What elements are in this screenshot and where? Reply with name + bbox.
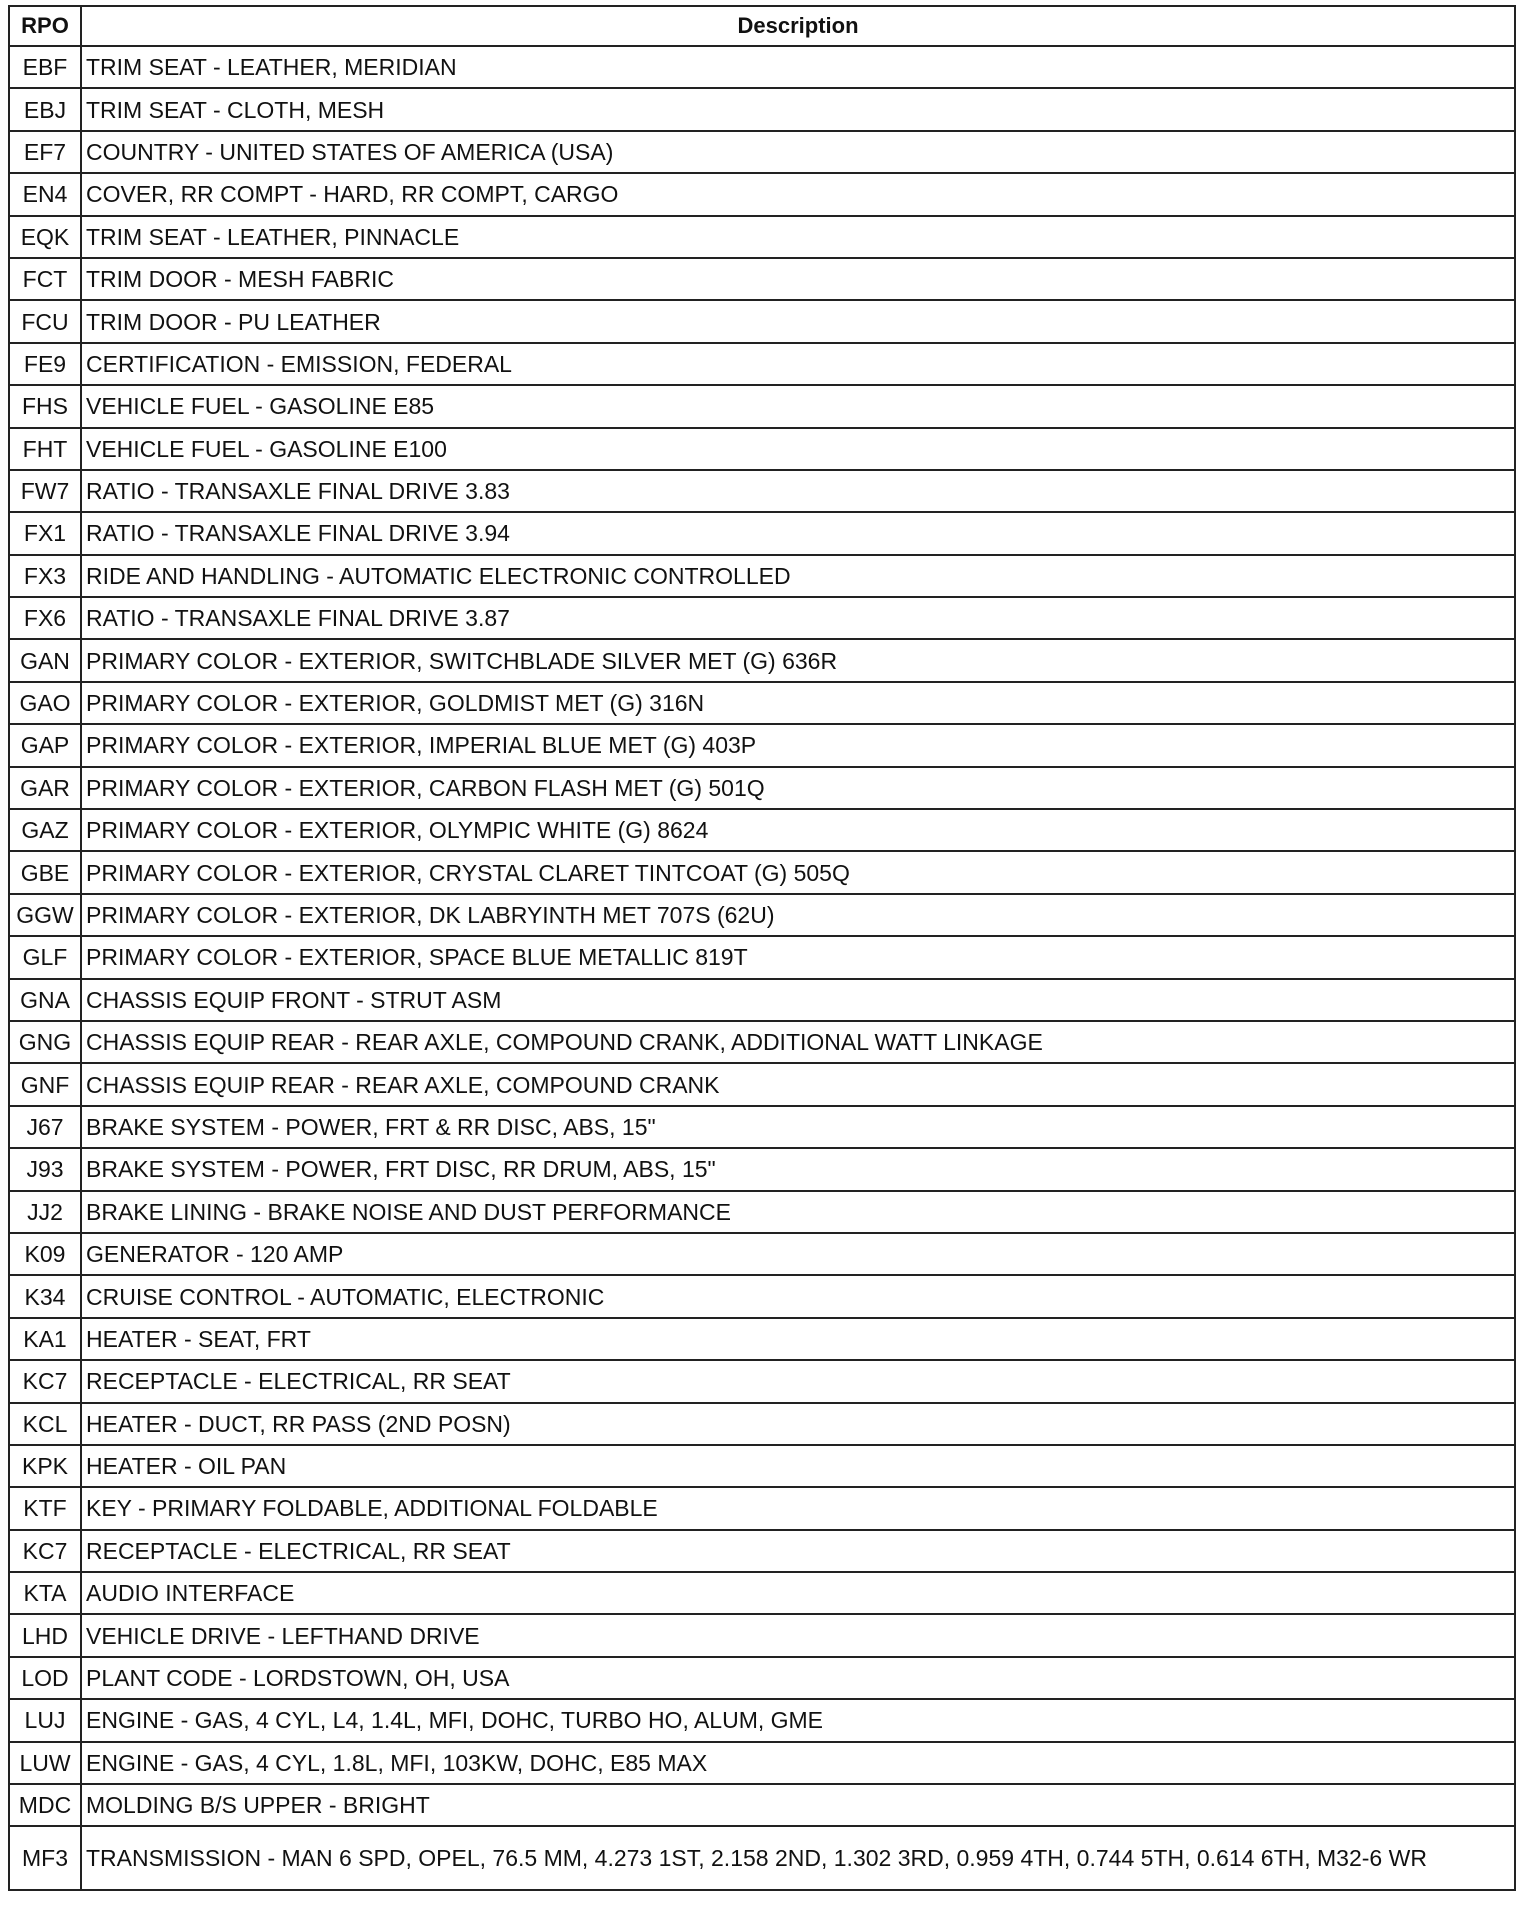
table-row [9, 1021, 1515, 1063]
rpo-code-cell: KC7 [9, 1360, 81, 1402]
description-cell: ENGINE - GAS, 4 CYL, L4, 1.4L, MFI, DOHC, TURBO HO, ALUM, GME [81, 1699, 1515, 1741]
table-row [9, 894, 1515, 936]
description-cell: COUNTRY - UNITED STATES OF AMERICA (USA) [81, 131, 1515, 173]
table-row [9, 1063, 1515, 1105]
table-row [9, 258, 1515, 300]
table-row [9, 936, 1515, 978]
description-cell: RATIO - TRANSAXLE FINAL DRIVE 3.83 [81, 470, 1515, 512]
rpo-code-cell: GAZ [9, 809, 81, 851]
rpo-code-cell: GAR [9, 767, 81, 809]
description-cell: CRUISE CONTROL - AUTOMATIC, ELECTRONIC [81, 1275, 1515, 1317]
table-row [9, 555, 1515, 597]
description-cell: PRIMARY COLOR - EXTERIOR, CARBON FLASH MET (G) 501Q [81, 767, 1515, 809]
table-row [9, 470, 1515, 512]
rpo-code-cell: GNA [9, 979, 81, 1021]
description-cell: CHASSIS EQUIP FRONT - STRUT ASM [81, 979, 1515, 1021]
rpo-code-cell: GAO [9, 682, 81, 724]
table-row [9, 1275, 1515, 1317]
description-cell: PRIMARY COLOR - EXTERIOR, OLYMPIC WHITE (G) 8624 [81, 809, 1515, 851]
description-cell: VEHICLE FUEL - GASOLINE E100 [81, 428, 1515, 470]
table-row [9, 1826, 1515, 1890]
rpo-code-cell: FX1 [9, 512, 81, 554]
rpo-code-cell: FW7 [9, 470, 81, 512]
description-cell: RATIO - TRANSAXLE FINAL DRIVE 3.94 [81, 512, 1515, 554]
table-row [9, 1403, 1515, 1445]
description-cell: BRAKE SYSTEM - POWER, FRT & RR DISC, ABS, 15" [81, 1106, 1515, 1148]
description-cell: CHASSIS EQUIP REAR - REAR AXLE, COMPOUND CRANK, ADDITIONAL WATT LINKAGE [81, 1021, 1515, 1063]
rpo-code-cell: FX3 [9, 555, 81, 597]
table-row [9, 1572, 1515, 1614]
table-row [9, 1530, 1515, 1572]
rpo-code-cell: LOD [9, 1657, 81, 1699]
rpo-code-cell: K34 [9, 1275, 81, 1317]
table-row [9, 851, 1515, 893]
rpo-code-cell: EBF [9, 46, 81, 88]
table-row [9, 173, 1515, 215]
description-cell: TRIM SEAT - LEATHER, MERIDIAN [81, 46, 1515, 88]
table-row [9, 809, 1515, 851]
description-cell: TRIM DOOR - MESH FABRIC [81, 258, 1515, 300]
rpo-code-cell: KCL [9, 1403, 81, 1445]
table-row [9, 1742, 1515, 1784]
description-column-header: Description [81, 6, 1515, 46]
rpo-code-cell: FX6 [9, 597, 81, 639]
rpo-code-cell: KTF [9, 1487, 81, 1529]
description-cell: TRANSMISSION - MAN 6 SPD, OPEL, 76.5 MM, 4.273 1ST, 2.158 2ND, 1.302 3RD, 0.959 4TH, 0.744 5TH, 0.614 6TH, M32-6 WR [81, 1826, 1515, 1890]
rpo-code-cell: GBE [9, 851, 81, 893]
description-cell: PRIMARY COLOR - EXTERIOR, SPACE BLUE METALLIC 819T [81, 936, 1515, 978]
description-cell: CHASSIS EQUIP REAR - REAR AXLE, COMPOUND CRANK [81, 1063, 1515, 1105]
table-body [9, 46, 1515, 1890]
description-cell: RIDE AND HANDLING - AUTOMATIC ELECTRONIC CONTROLLED [81, 555, 1515, 597]
description-cell: CERTIFICATION - EMISSION, FEDERAL [81, 343, 1515, 385]
rpo-code-cell: KPK [9, 1445, 81, 1487]
description-cell: RATIO - TRANSAXLE FINAL DRIVE 3.87 [81, 597, 1515, 639]
description-cell: HEATER - SEAT, FRT [81, 1318, 1515, 1360]
description-cell: MOLDING B/S UPPER - BRIGHT [81, 1784, 1515, 1826]
rpo-code-cell: EN4 [9, 173, 81, 215]
table-row [9, 1487, 1515, 1529]
rpo-code-cell: K09 [9, 1233, 81, 1275]
table-row [9, 1784, 1515, 1826]
rpo-column-header: RPO [9, 6, 81, 46]
rpo-code-cell: J93 [9, 1148, 81, 1190]
description-cell: AUDIO INTERFACE [81, 1572, 1515, 1614]
description-cell: PRIMARY COLOR - EXTERIOR, IMPERIAL BLUE MET (G) 403P [81, 724, 1515, 766]
table-row [9, 682, 1515, 724]
description-cell: RECEPTACLE - ELECTRICAL, RR SEAT [81, 1360, 1515, 1402]
table-row [9, 724, 1515, 766]
description-cell: VEHICLE FUEL - GASOLINE E85 [81, 385, 1515, 427]
description-cell: PRIMARY COLOR - EXTERIOR, GOLDMIST MET (G) 316N [81, 682, 1515, 724]
table-row [9, 216, 1515, 258]
table-row [9, 979, 1515, 1021]
rpo-code-cell: LUJ [9, 1699, 81, 1741]
description-cell: RECEPTACLE - ELECTRICAL, RR SEAT [81, 1530, 1515, 1572]
table-row [9, 1699, 1515, 1741]
rpo-code-cell: GAN [9, 639, 81, 681]
description-cell: VEHICLE DRIVE - LEFTHAND DRIVE [81, 1614, 1515, 1656]
rpo-code-cell: GAP [9, 724, 81, 766]
description-cell: KEY - PRIMARY FOLDABLE, ADDITIONAL FOLDABLE [81, 1487, 1515, 1529]
description-cell: TRIM DOOR - PU LEATHER [81, 300, 1515, 342]
description-cell: PLANT CODE - LORDSTOWN, OH, USA [81, 1657, 1515, 1699]
description-cell: GENERATOR - 120 AMP [81, 1233, 1515, 1275]
description-cell: TRIM SEAT - LEATHER, PINNACLE [81, 216, 1515, 258]
rpo-code-cell: GNG [9, 1021, 81, 1063]
table-row [9, 1106, 1515, 1148]
rpo-code-cell: EF7 [9, 131, 81, 173]
rpo-code-cell: KC7 [9, 1530, 81, 1572]
table-row [9, 1445, 1515, 1487]
description-cell: ENGINE - GAS, 4 CYL, 1.8L, MFI, 103KW, DOHC, E85 MAX [81, 1742, 1515, 1784]
description-cell: PRIMARY COLOR - EXTERIOR, CRYSTAL CLARET TINTCOAT (G) 505Q [81, 851, 1515, 893]
table-row [9, 88, 1515, 130]
table-row [9, 1614, 1515, 1656]
rpo-description-table [8, 5, 1516, 1891]
rpo-code-cell: FCT [9, 258, 81, 300]
table-row [9, 597, 1515, 639]
rpo-code-cell: EBJ [9, 88, 81, 130]
description-cell: PRIMARY COLOR - EXTERIOR, SWITCHBLADE SILVER MET (G) 636R [81, 639, 1515, 681]
rpo-code-cell: GNF [9, 1063, 81, 1105]
table-row [9, 767, 1515, 809]
table-row [9, 1233, 1515, 1275]
rpo-code-cell: JJ2 [9, 1191, 81, 1233]
rpo-code-cell: J67 [9, 1106, 81, 1148]
rpo-code-cell: LUW [9, 1742, 81, 1784]
rpo-code-cell: KA1 [9, 1318, 81, 1360]
table-row [9, 512, 1515, 554]
rpo-code-cell: EQK [9, 216, 81, 258]
table-row [9, 1191, 1515, 1233]
table-row [9, 639, 1515, 681]
rpo-code-cell: KTA [9, 1572, 81, 1614]
rpo-code-cell: FHS [9, 385, 81, 427]
description-cell: HEATER - DUCT, RR PASS (2ND POSN) [81, 1403, 1515, 1445]
rpo-code-cell: MDC [9, 1784, 81, 1826]
description-cell: TRIM SEAT - CLOTH, MESH [81, 88, 1515, 130]
table-row [9, 1360, 1515, 1402]
description-cell: BRAKE SYSTEM - POWER, FRT DISC, RR DRUM, ABS, 15" [81, 1148, 1515, 1190]
rpo-code-cell: MF3 [9, 1826, 81, 1890]
rpo-code-cell: FHT [9, 428, 81, 470]
table-row [9, 1318, 1515, 1360]
description-cell: HEATER - OIL PAN [81, 1445, 1515, 1487]
rpo-code-cell: FCU [9, 300, 81, 342]
table-row [9, 300, 1515, 342]
table-row [9, 46, 1515, 88]
rpo-code-cell: LHD [9, 1614, 81, 1656]
rpo-code-cell: FE9 [9, 343, 81, 385]
rpo-code-cell: GGW [9, 894, 81, 936]
table-row [9, 131, 1515, 173]
header-row [9, 6, 1515, 46]
description-cell: COVER, RR COMPT - HARD, RR COMPT, CARGO [81, 173, 1515, 215]
description-cell: PRIMARY COLOR - EXTERIOR, DK LABRYINTH MET 707S (62U) [81, 894, 1515, 936]
description-cell: BRAKE LINING - BRAKE NOISE AND DUST PERFORMANCE [81, 1191, 1515, 1233]
table-row [9, 1657, 1515, 1699]
table-row [9, 343, 1515, 385]
table-row [9, 428, 1515, 470]
table-row [9, 1148, 1515, 1190]
rpo-code-cell: GLF [9, 936, 81, 978]
table-row [9, 385, 1515, 427]
